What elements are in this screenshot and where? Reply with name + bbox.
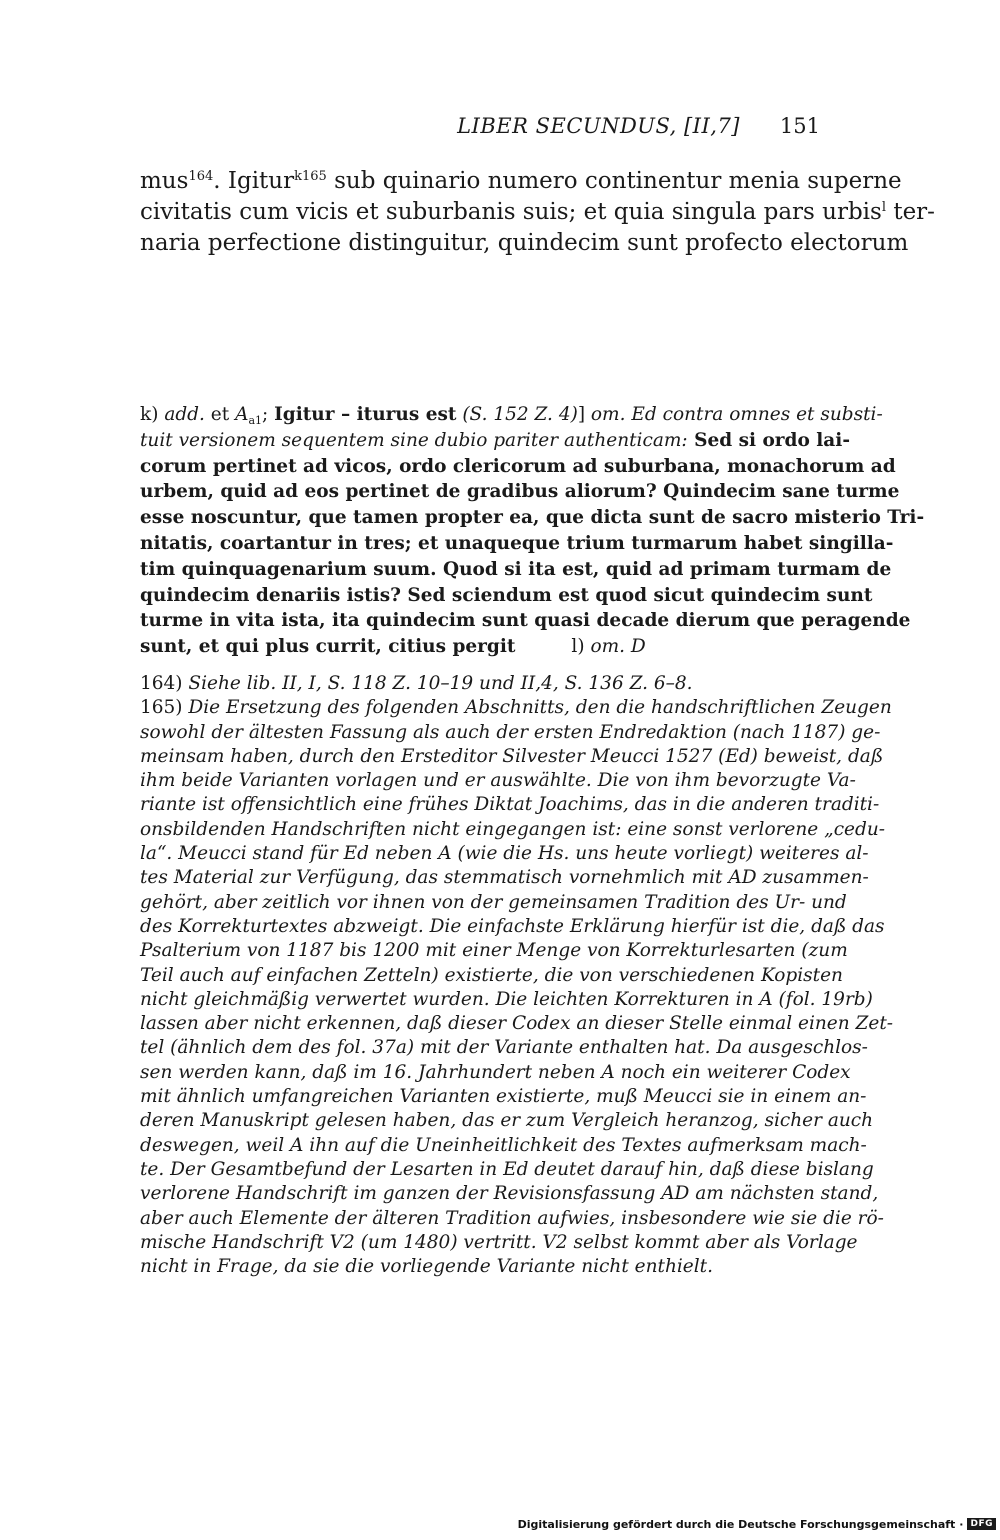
critical-apparatus <box>140 402 925 660</box>
apparatus-line: turme in vita ista, ita quindecim sunt quasi decade dierum que peragende <box>140 610 911 632</box>
apparatus-line: nitatis, coartantur in tres; et unaqueque trium turmarum habet singilla- <box>140 532 894 554</box>
apparatus-line: corum pertinet ad vicos, ordo clericorum ad suburbana, monachorum ad <box>140 455 896 477</box>
footnote-line: Teil auch auf einfachen Zetteln) existierte, die von verschiedenen Kopisten <box>140 964 843 986</box>
footnote-line: deswegen, weil A ihn auf die Uneinheitlichkeit des Textes aufmerksam mach- <box>140 1134 867 1156</box>
main-text-line: civitatis cum vicis et suburbanis suis; et quia singula pars urbis$^l$ ter- <box>140 199 935 225</box>
footnote-line: gehört, aber zeitlich vor ihnen von der gemeinsamen Tradition des Ur- und <box>140 891 847 913</box>
footnote-line: ihm beide Varianten vorlagen und er auswählte. Die von ihm bevorzugte Va- <box>140 770 856 792</box>
footnote-line: lassen aber nicht erkennen, daß dieser Codex an dieser Stelle einmal einen Zet- <box>140 1013 894 1035</box>
footnote-line: Psalterium von 1187 bis 1200 mit einer Menge von Korrekturlesarten (zum <box>140 940 848 962</box>
footnote-line: te. Der Gesamtbefund der Lesarten in Ed deutet darauf hin, daß diese bislang <box>140 1158 874 1180</box>
footnote-line: nicht in Frage, da sie die vorliegende Variante nicht enthielt. <box>140 1256 713 1278</box>
footnote-line: tel (ähnlich dem des fol. 37a) mit der Variante enthalten hat. Da ausgeschlos- <box>140 1037 868 1059</box>
footnote-ref[interactable]: k165 <box>294 169 327 184</box>
footnote-line: mische Handschrift V2 (um 1480) vertritt. V2 selbst kommt aber als Vorlage <box>140 1231 858 1253</box>
footnote-line: nicht gleichmäßig verwertet wurden. Die leichten Korrekturen in A (fol. 19rb) <box>140 988 873 1010</box>
footnote-line: meinsam haben, durch den Ersteditor Silvester Meucci 1527 (Ed) beweist, daß <box>140 745 884 767</box>
apparatus-line: k) add. et $A_{a1}$; Igitur – iturus est (S. 152 Z. 4)] om. Ed contra omnes et substi- <box>140 404 883 427</box>
footnote-line: mit ähnlich umfangreichen Varianten existierte, muß Meucci sie in einem an- <box>140 1086 867 1108</box>
footnote-line: 165) Die Ersetzung des folgenden Abschnitts, den die handschriftlichen Zeugen <box>140 697 892 719</box>
footnote-line: tes Material zur Verfügung, das stemmatisch vornehmlich mit AD zusammen- <box>140 867 869 889</box>
footnote-line: aber auch Elemente der älteren Tradition aufwies, insbesondere wie sie die rö- <box>140 1207 884 1229</box>
page-number: 151 <box>779 114 820 138</box>
main-text-line: mus$^{164}$. Igitur$^{k165}$ sub quinario numero continentur menia superne <box>140 168 902 194</box>
apparatus-line: tim quinquagenarium suum. Quod si ita est, quid ad primam turmam de <box>140 558 892 580</box>
footnote-165 <box>140 696 894 1279</box>
apparatus-line: esse noscuntur, que tamen propter ea, que dicta sunt de sacro misterio Tri- <box>140 507 925 529</box>
footnote-line: sowohl der ältesten Fassung als auch der ersten Endredaktion (nach 1187) ge- <box>140 721 881 743</box>
footnote-ref[interactable]: 164 <box>188 169 214 184</box>
apparatus-line: sunt, et qui plus currit, citius pergit l) om. D <box>140 636 646 658</box>
footnotes <box>140 672 894 1279</box>
footnote-line: des Korrekturtextes abzweigt. Die einfachste Erklärung hierfür ist die, daß das <box>140 915 885 937</box>
digitization-footer: Digitalisierung gefördert durch die Deutsche Forschungsgemeinschaft · DFG <box>518 1516 996 1532</box>
footnote-line: deren Manuskript gelesen haben, das er zum Vergleich heranzog, sicher auch <box>140 1110 874 1132</box>
apparatus-line: quindecim denariis istis? Sed sciendum est quod sicut quindecim sunt <box>140 584 873 606</box>
running-head <box>140 114 820 144</box>
footnote-line: onsbildenden Handschriften nicht eingegangen ist: eine sonst verlorene „cedu- <box>140 818 886 840</box>
footnote-line: sen werden kann, daß im 16. Jahrhundert neben A noch ein weiterer Codex <box>140 1061 851 1083</box>
main-text-line: naria perfectione distinguitur, quindecim sunt profecto electorum <box>140 230 909 256</box>
apparatus-line: tuit versionem sequentem sine dubio pariter authenticam: Sed si ordo lai- <box>140 429 850 451</box>
apparatus-ref[interactable]: l <box>881 200 887 215</box>
dfg-logo: DFG <box>967 1518 996 1530</box>
running-title: LIBER SECUNDUS, [II,7] <box>457 114 740 138</box>
footnote-line: la“. Meucci stand für Ed neben A (wie die Hs. uns heute vorliegt) weiteres al- <box>140 843 869 865</box>
footnote-line: riante ist offensichtlich eine frühes Diktat Joachims, das in die anderen traditi- <box>140 794 880 816</box>
apparatus-line: urbem, quid ad eos pertinet de gradibus aliorum? Quindecim sane turme <box>140 481 900 503</box>
digitization-note: Digitalisierung gefördert durch die Deutsche Forschungsgemeinschaft <box>517 1517 956 1531</box>
footnote-164: 164) Siehe lib. II, I, S. 118 Z. 10–19 und II,4, S. 136 Z. 6–8. <box>140 673 693 694</box>
main-text <box>140 166 935 259</box>
footnote-line: verlorene Handschrift im ganzen der Revisionsfassung AD am nächsten stand, <box>140 1183 879 1205</box>
